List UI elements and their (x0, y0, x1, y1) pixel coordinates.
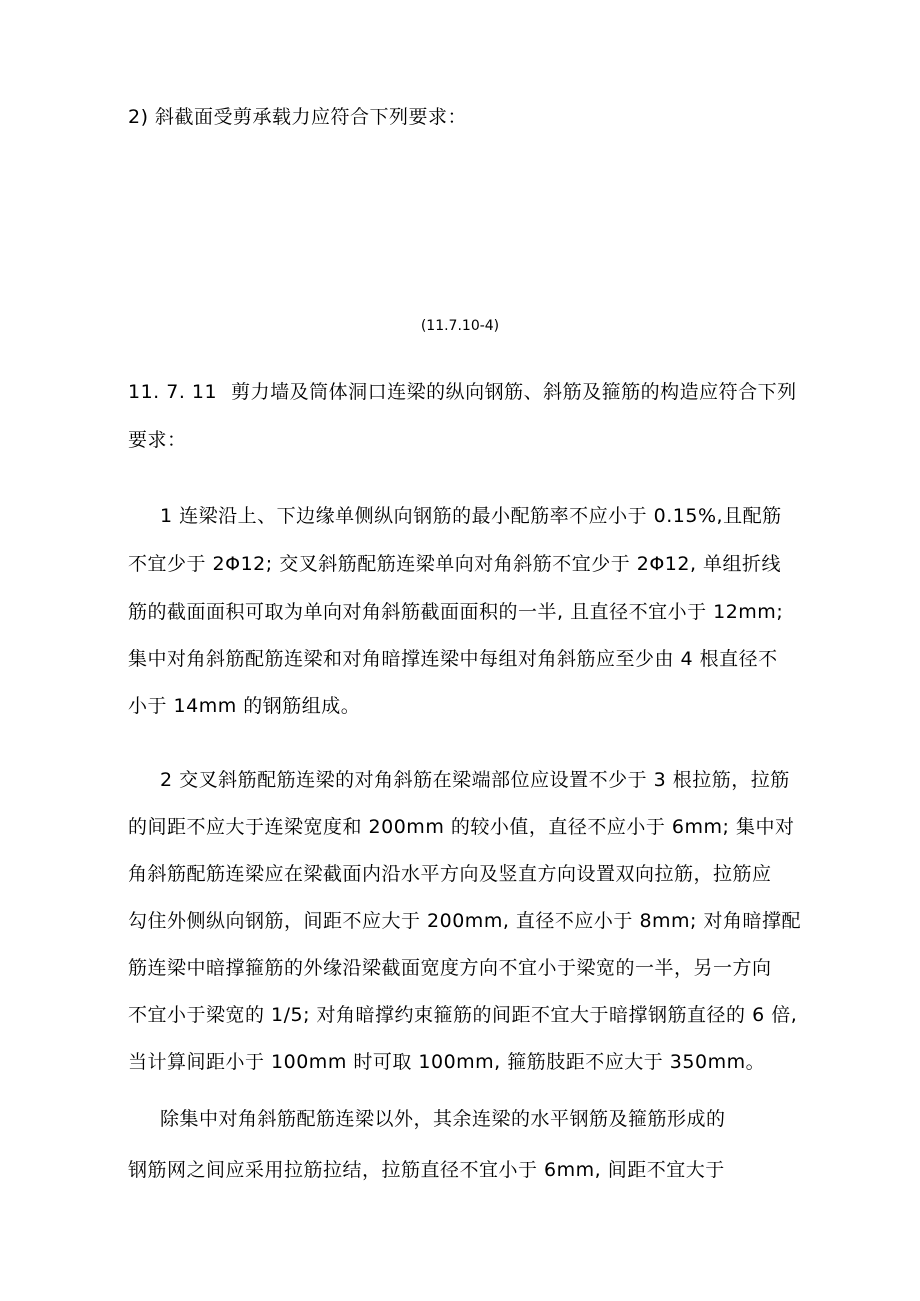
item2-heading: 2) 斜截面受剪承载力应符合下列要求： (128, 106, 468, 128)
paragraph-line: 筋的截面面积可取为单向对角斜筋截面面积的一半, 且直径不宜小于 12mm; (128, 601, 784, 623)
paragraph-line: 角斜筋配筋连梁应在梁截面内沿水平方向及竖直方向设置双向拉筋，拉筋应 (128, 863, 772, 885)
paragraph-line: 当计算间距小于 100mm 时可取 100mm, 箍筋肢距不应大于 350mm。 (128, 1051, 766, 1073)
paragraph-line: 钢筋网之间应采用拉筋拉结，拉筋直径不宜小于 6mm, 间距不宜大于 (128, 1159, 725, 1181)
paragraph-line: 筋连梁中暗撑箍筋的外缘沿梁截面宽度方向不宜小于梁宽的一半，另一方向 (128, 957, 772, 979)
paragraph-line: 除集中对角斜筋配筋连梁以外，其余连梁的水平钢筋及箍筋形成的 (160, 1108, 726, 1130)
equation-number: (11.7.10-4) (420, 318, 500, 334)
paragraph-line: 的间距不应大于连梁宽度和 200mm 的较小值，直径不应小于 6mm; 集中对 (128, 816, 795, 838)
clause-heading (128, 379, 797, 405)
paragraph-line: 2 交叉斜筋配筋连梁的对角斜筋在梁端部位应设置不少于 3 根拉筋，拉筋 (160, 769, 790, 791)
clause-number: 11. 7. 11 (128, 381, 218, 403)
clause-title-continued: 要求： (128, 429, 187, 451)
clause-title: 剪力墙及筒体洞口连梁的纵向钢筋、斜筋及箍筋的构造应符合下列 (231, 381, 797, 403)
paragraph-line: 勾住外侧纵向钢筋，间距不应大于 200mm, 直径不应小于 8mm; 对角暗撑配 (128, 910, 801, 932)
paragraph-line: 小于 14mm 的钢筋组成。 (128, 695, 361, 717)
paragraph-line: 集中对角斜筋配筋连梁和对角暗撑连梁中每组对角斜筋应至少由 4 根直径不 (128, 648, 778, 670)
paragraph-line: 不宜小于梁宽的 1/5; 对角暗撑约束箍筋的间距不宜大于暗撑钢筋直径的 6 倍, (128, 1004, 798, 1026)
paragraph-line: 1 连梁沿上、下边缘单侧纵向钢筋的最小配筋率不应小于 0.15%,且配筋 (160, 505, 782, 527)
paragraph-line: 不宜少于 2Φ12; 交叉斜筋配筋连梁单向对角斜筋不宜少于 2Φ12, 单组折线 (128, 553, 782, 575)
